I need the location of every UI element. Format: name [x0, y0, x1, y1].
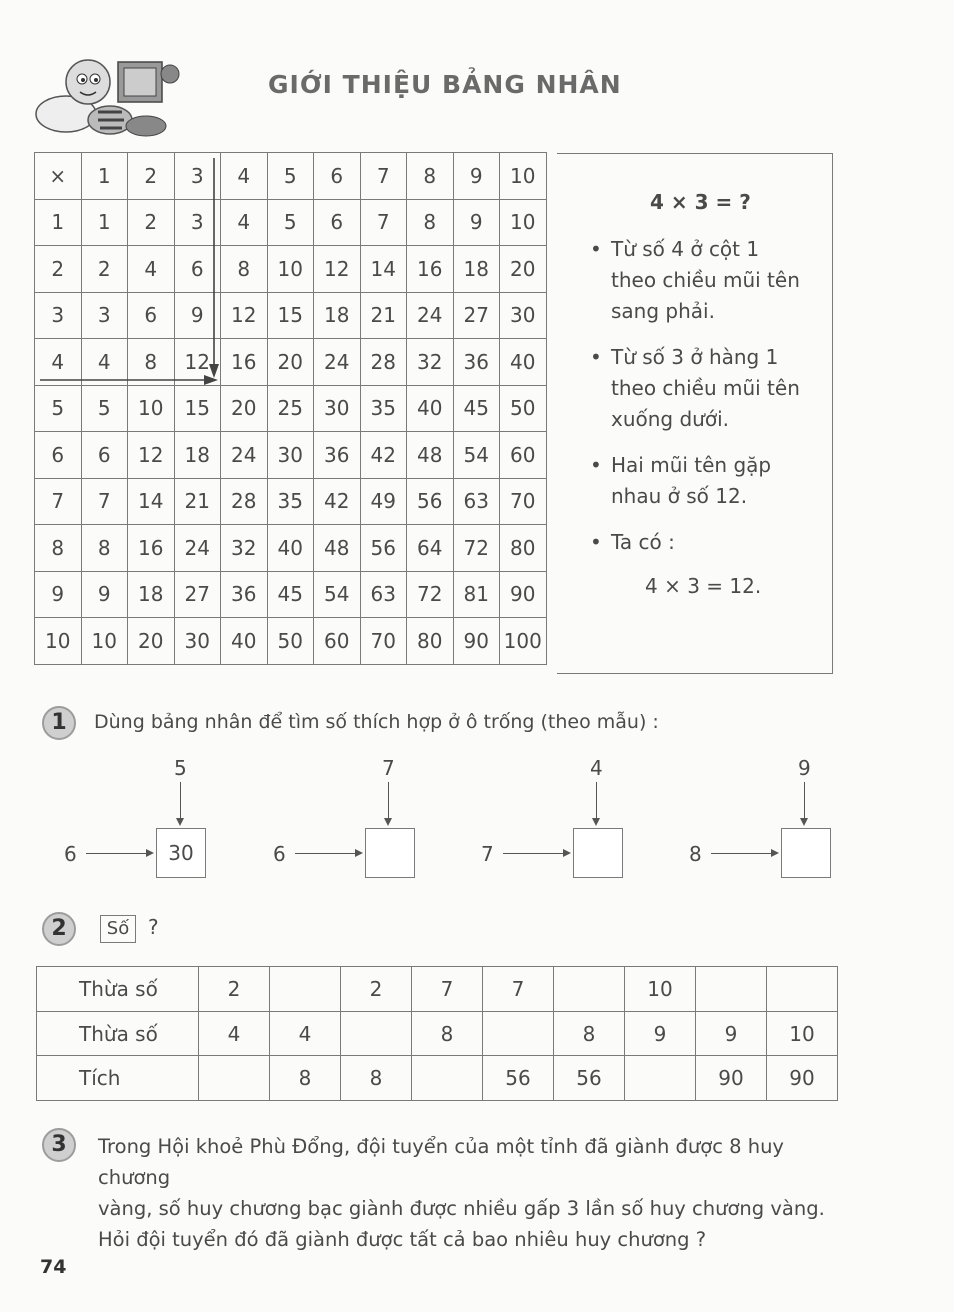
table-cell: 20	[221, 385, 268, 432]
down-line	[388, 782, 389, 820]
top-number: 5	[174, 756, 187, 780]
table-cell: 14	[360, 246, 407, 293]
table-cell: 8	[407, 153, 454, 200]
right-arrow	[146, 849, 154, 857]
table-cell: 4	[128, 246, 175, 293]
bullet-line: nhau ở số 12.	[611, 484, 748, 508]
exercise-3-text	[98, 1131, 858, 1255]
table-cell: 9	[696, 1011, 767, 1056]
table-cell: 24	[314, 339, 361, 386]
left-number: 6	[273, 842, 286, 866]
table-cell: 49	[360, 478, 407, 525]
table-cell: 14	[128, 478, 175, 525]
table-cell: 56	[554, 1056, 625, 1101]
table-cell: 9	[81, 571, 128, 618]
exercise-3-badge: 3	[42, 1128, 76, 1162]
table-cell: 9	[625, 1011, 696, 1056]
table-cell: 7	[483, 967, 554, 1012]
exercise-2-badge: 2	[42, 912, 76, 946]
right-arrow	[355, 849, 363, 857]
table-cell: 8	[341, 1056, 412, 1101]
table-cell: 5	[81, 385, 128, 432]
table-cell: 6	[128, 292, 175, 339]
explanation-bullet	[595, 450, 810, 512]
table-cell: 10	[128, 385, 175, 432]
table-cell: 18	[314, 292, 361, 339]
table-cell: 3	[174, 199, 221, 246]
table-cell: 2	[81, 246, 128, 293]
table-cell: 42	[360, 432, 407, 479]
table-cell: 16	[128, 525, 175, 572]
right-line	[711, 853, 771, 854]
table-cell: 7	[360, 199, 407, 246]
left-number: 8	[689, 842, 702, 866]
down-line	[596, 782, 597, 820]
answer-box[interactable]	[365, 828, 415, 878]
table-cell: 27	[174, 571, 221, 618]
factor-product-table	[36, 966, 838, 1101]
table-cell[interactable]	[412, 1056, 483, 1101]
table-cell: 1	[81, 153, 128, 200]
top-number: 4	[590, 756, 603, 780]
table-cell: 5	[267, 153, 314, 200]
table-cell: 36	[221, 571, 268, 618]
table-cell: 54	[453, 432, 500, 479]
table-cell: 2	[35, 246, 82, 293]
table-cell: 6	[35, 432, 82, 479]
table-cell: 56	[407, 478, 454, 525]
row-header: Thừa số	[37, 1011, 199, 1056]
table-cell: 90	[767, 1056, 838, 1101]
table-cell: 3	[35, 292, 82, 339]
table-cell: 30	[500, 292, 547, 339]
down-arrow	[176, 818, 184, 826]
exercise-1-instruction: Dùng bảng nhân để tìm số thích hợp ở ô trống (theo mẫu) :	[94, 711, 659, 733]
down-line	[180, 782, 181, 820]
table-cell[interactable]	[696, 967, 767, 1012]
table-cell: 25	[267, 385, 314, 432]
page-number: 74	[40, 1256, 67, 1278]
table-cell: 18	[128, 571, 175, 618]
table-cell[interactable]	[554, 967, 625, 1012]
table-cell: 8	[270, 1056, 341, 1101]
answer-box[interactable]	[781, 828, 831, 878]
explanation-bullet	[595, 527, 810, 558]
text-line: Trong Hội khoẻ Phù Đổng, đội tuyển của một tỉnh đã giành được 8 huy chương	[98, 1135, 784, 1189]
bullet-line: theo chiều mũi tên	[611, 376, 800, 400]
table-cell: 20	[500, 246, 547, 293]
table-cell: 16	[221, 339, 268, 386]
table-cell: 81	[453, 571, 500, 618]
so-label-box: Số	[100, 915, 136, 943]
table-cell: 45	[267, 571, 314, 618]
text-line: Hỏi đội tuyển đó đã giành được tất cả bao nhiêu huy chương ?	[98, 1228, 707, 1251]
table-cell: 8	[407, 199, 454, 246]
table-cell: 8	[128, 339, 175, 386]
down-arrow-head	[209, 364, 219, 378]
table-cell: 24	[174, 525, 221, 572]
table-cell: 72	[407, 571, 454, 618]
answer-box[interactable]: 30	[156, 828, 206, 878]
exercise-1-badge: 1	[42, 706, 76, 740]
table-cell: 40	[221, 618, 268, 665]
table-cell: 9	[453, 199, 500, 246]
table-cell: 24	[407, 292, 454, 339]
table-cell: 28	[221, 478, 268, 525]
explanation-bullet	[595, 342, 810, 435]
table-cell: 4	[221, 199, 268, 246]
table-cell: 7	[81, 478, 128, 525]
table-cell: 30	[267, 432, 314, 479]
table-cell: 2	[128, 199, 175, 246]
page-title: GIỚI THIỆU BẢNG NHÂN	[268, 70, 622, 99]
bullet-line: theo chiều mũi tên	[611, 268, 800, 292]
table-cell: 45	[453, 385, 500, 432]
table-cell: 6	[174, 246, 221, 293]
example-question: 4 × 3 = ?	[650, 190, 751, 214]
table-cell: 4	[221, 153, 268, 200]
table-cell: 30	[314, 385, 361, 432]
table-cell: 50	[267, 618, 314, 665]
table-cell: 5	[35, 385, 82, 432]
table-cell: 15	[267, 292, 314, 339]
table-cell[interactable]	[767, 967, 838, 1012]
table-cell: 32	[221, 525, 268, 572]
table-cell: 21	[360, 292, 407, 339]
example-result: 4 × 3 = 12.	[645, 574, 762, 598]
table-cell: 56	[483, 1056, 554, 1101]
table-cell: 36	[453, 339, 500, 386]
table-cell: 12	[174, 339, 221, 386]
right-arrow	[563, 849, 571, 857]
table-cell[interactable]	[270, 967, 341, 1012]
table-row	[37, 967, 838, 1012]
table-cell: 40	[267, 525, 314, 572]
table-cell: 36	[314, 432, 361, 479]
table-cell: 12	[221, 292, 268, 339]
down-arrow	[384, 818, 392, 826]
table-cell: 10	[500, 153, 547, 200]
table-cell: 70	[500, 478, 547, 525]
right-line	[86, 853, 146, 854]
table-cell: 15	[174, 385, 221, 432]
table-cell: 10	[625, 967, 696, 1012]
bullet-line: sang phải.	[611, 299, 715, 323]
table-cell: 63	[360, 571, 407, 618]
table-cell: 56	[360, 525, 407, 572]
right-arrow	[771, 849, 779, 857]
table-cell: 10	[500, 199, 547, 246]
table-cell: 12	[128, 432, 175, 479]
table-cell: 5	[267, 199, 314, 246]
table-cell: 6	[81, 432, 128, 479]
table-cell: 21	[174, 478, 221, 525]
top-number: 7	[382, 756, 395, 780]
table-cell: 40	[407, 385, 454, 432]
table-cell[interactable]	[625, 1056, 696, 1101]
table-cell: 8	[35, 525, 82, 572]
table-cell: 80	[500, 525, 547, 572]
table-cell: 2	[199, 967, 270, 1012]
table-cell: 35	[267, 478, 314, 525]
bullet-line: • Từ số 4 ở cột 1	[611, 237, 760, 261]
right-arrow-head	[204, 375, 218, 385]
table-cell: 9	[35, 571, 82, 618]
table-cell: 10	[267, 246, 314, 293]
table-cell: 7	[412, 967, 483, 1012]
left-number: 6	[64, 842, 77, 866]
left-number: 7	[481, 842, 494, 866]
table-cell: 28	[360, 339, 407, 386]
table-cell: 12	[314, 246, 361, 293]
right-line	[295, 853, 355, 854]
table-cell: 80	[407, 618, 454, 665]
table-cell: 8	[81, 525, 128, 572]
table-cell: 8	[412, 1011, 483, 1056]
table-cell: 90	[453, 618, 500, 665]
table-cell: 2	[341, 967, 412, 1012]
table-cell: 8	[221, 246, 268, 293]
down-line	[804, 782, 805, 820]
table-cell: 54	[314, 571, 361, 618]
table-row	[37, 1011, 838, 1056]
explanation-bullet	[595, 234, 810, 327]
table-cell: 4	[35, 339, 82, 386]
table-cell: 6	[314, 153, 361, 200]
table-cell: 6	[314, 199, 361, 246]
answer-box[interactable]	[573, 828, 623, 878]
table-cell: 30	[174, 618, 221, 665]
table-cell: 7	[360, 153, 407, 200]
row-header: Tích	[37, 1056, 199, 1101]
table-cell[interactable]	[483, 1011, 554, 1056]
question-mark: ?	[148, 915, 159, 939]
table-cell: 60	[500, 432, 547, 479]
table-cell[interactable]	[199, 1056, 270, 1101]
table-cell: 9	[174, 292, 221, 339]
table-cell: 10	[35, 618, 82, 665]
table-cell: 40	[500, 339, 547, 386]
table-cell: 2	[128, 153, 175, 200]
row-header: Thừa số	[37, 967, 199, 1012]
table-cell: 72	[453, 525, 500, 572]
table-cell: 42	[314, 478, 361, 525]
table-cell: 7	[35, 478, 82, 525]
table-cell: 35	[360, 385, 407, 432]
table-cell: 3	[81, 292, 128, 339]
bullet-line: xuống dưới.	[611, 407, 729, 431]
table-cell: 16	[407, 246, 454, 293]
table-cell: 100	[500, 618, 547, 665]
table-cell: 10	[81, 618, 128, 665]
table-cell: 60	[314, 618, 361, 665]
table-cell: 20	[128, 618, 175, 665]
table-cell: 10	[767, 1011, 838, 1056]
table-cell: 20	[267, 339, 314, 386]
table-cell: 90	[500, 571, 547, 618]
table-cell: 90	[696, 1056, 767, 1101]
table-cell: 4	[81, 339, 128, 386]
table-cell: 4	[199, 1011, 270, 1056]
table-cell: 9	[453, 153, 500, 200]
table-row	[37, 1056, 838, 1101]
text-line: vàng, số huy chương bạc giành được nhiều gấp 3 lần số huy chương vàng.	[98, 1197, 825, 1220]
table-cell: 18	[174, 432, 221, 479]
table-cell: 48	[407, 432, 454, 479]
table-cell: 24	[221, 432, 268, 479]
table-cell[interactable]	[341, 1011, 412, 1056]
table-cell: ×	[35, 153, 82, 200]
table-cell: 64	[407, 525, 454, 572]
table-cell: 50	[500, 385, 547, 432]
table-cell: 63	[453, 478, 500, 525]
table-cell: 27	[453, 292, 500, 339]
table-cell: 1	[35, 199, 82, 246]
table-cell: 48	[314, 525, 361, 572]
table-cell: 8	[554, 1011, 625, 1056]
bullet-line: • Ta có :	[611, 530, 675, 554]
table-cell: 1	[81, 199, 128, 246]
table-cell: 32	[407, 339, 454, 386]
bullet-line: • Từ số 3 ở hàng 1	[611, 345, 779, 369]
down-arrow	[800, 818, 808, 826]
table-cell: 3	[174, 153, 221, 200]
right-line	[503, 853, 563, 854]
table-cell: 18	[453, 246, 500, 293]
bullet-line: • Hai mũi tên gặp	[611, 453, 772, 477]
top-number: 9	[798, 756, 811, 780]
table-cell: 70	[360, 618, 407, 665]
down-arrow	[592, 818, 600, 826]
table-cell: 4	[270, 1011, 341, 1056]
